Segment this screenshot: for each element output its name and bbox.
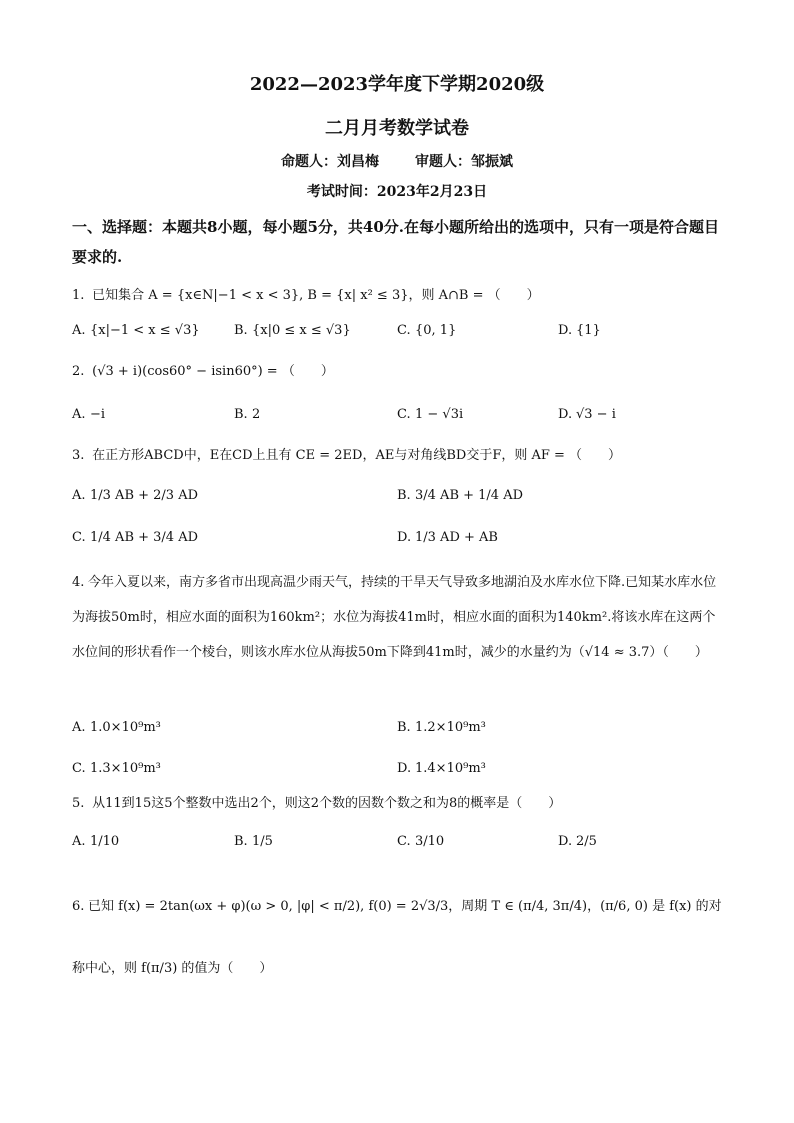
- q5-option-a: A. 1/10: [72, 834, 120, 849]
- question-3-text: 在正方形ABCD中，E在CD上且有 CE = 2ED，AE与对角线BD交于F，则 AF = （ ）: [92, 448, 622, 463]
- q1-option-d: D. {1}: [558, 323, 601, 338]
- question-3: 3. 在正方形ABCD中，E在CD上且有 CE = 2ED，AE与对角线BD交于F，则 AF = （ ）: [72, 448, 622, 463]
- q4-option-b: B. 1.2×10⁹m³: [397, 720, 486, 735]
- question-2-text: (√3 + i)(cos60° − isin60°) = （ ）: [92, 364, 334, 379]
- q3-option-a: A. 1/3 AB + 2/3 AD: [72, 488, 199, 503]
- question-4: 4. 今年入夏以来，南方多省市出现高温少雨天气，持续的干旱天气导致多地湖泊及水库水位下降.已知某水库水位为海拔50m时，相应水面的面积为160km²；水位为海拔41m时，相应水面的面积为140km².将该水库在这两个水位间的形状看作一个棱台，则该水库水位从海拔50m下降到41m时，减少的水量约为（√14 ≈ 3.7）（ ）: [72, 575, 717, 660]
- q5-option-c: C. 3/10: [397, 834, 445, 849]
- proposer: 命题人：刘昌梅: [281, 154, 379, 170]
- question-1-text: 已知集合 A = {x∈N|−1 < x < 3}, B = {x| x² ≤ 3}，则 A∩B = （ ）: [92, 288, 540, 303]
- question-4-text: 今年入夏以来，南方多省市出现高温少雨天气，持续的干旱天气导致多地湖泊及水库水位下降.已知某水库水位为海拔50m时，相应水面的面积为160km²；水位为海拔41m时，相应水面的面积为140km².将该水库在这两个水位间的形状看作一个棱台，则该水库水位从海拔50m下降到41m时，减少的水量约为（√14 ≈ 3.7）（ ）: [72, 575, 717, 660]
- question-6-text: 已知 f(x) = 2tan(ωx + φ)(ω > 0, |φ| < π/2), f(0) = 2√3/3，周期 T ∈ (π/4, 3π/4)，(π/6, 0) 是 f(x) 的对称中心，则 f(π/3) 的值为（ ）: [72, 899, 722, 976]
- q5-option-b: B. 1/5: [234, 834, 273, 849]
- section-title: 一、选择题：本题共8小题，每小题5分，共40分.在每小题所给出的选项中，只有一项是符合题目要求的.: [72, 218, 719, 266]
- q1-option-c: C. {0, 1}: [397, 323, 457, 338]
- q5-option-d: D. 2/5: [558, 834, 597, 849]
- q1-option-b: B. {x|0 ≤ x ≤ √3}: [234, 323, 351, 338]
- q4-option-d: D. 1.4×10⁹m³: [397, 761, 486, 776]
- exam-title: 2022—2023学年度下学期2020级: [249, 74, 545, 95]
- exam-authors: [0, 151, 794, 171]
- question-5: 5. 从11到15这5个整数中选出2个，则这2个数的因数个数之和为8的概率是（ ）: [72, 796, 562, 811]
- question-5-text: 从11到15这5个整数中选出2个，则这2个数的因数个数之和为8的概率是（ ）: [92, 796, 562, 811]
- q3-option-b: B. 3/4 AB + 1/4 AD: [397, 488, 524, 503]
- question-2: 2. (√3 + i)(cos60° − isin60°) = （ ）: [72, 364, 334, 379]
- q4-option-a: A. 1.0×10⁹m³: [72, 720, 161, 735]
- q3-option-d: D. 1/3 AD + AB: [397, 530, 498, 545]
- q2-option-c: C. 1 − √3i: [397, 407, 464, 422]
- q3-option-c: C. 1/4 AB + 3/4 AD: [72, 530, 199, 545]
- q4-option-c: C. 1.3×10⁹m³: [72, 761, 161, 776]
- q1-option-a: A. {x|−1 < x ≤ √3}: [72, 323, 200, 338]
- q2-option-d: D. √3 − i: [558, 407, 616, 422]
- question-1: 1. 已知集合 A = {x∈N|−1 < x < 3}, B = {x| x² ≤ 3}，则 A∩B = （ ）: [72, 288, 540, 303]
- question-6: 6. 已知 f(x) = 2tan(ωx + φ)(ω > 0, |φ| < π/2), f(0) = 2√3/3，周期 T ∈ (π/4, 3π/4)，(π/6, 0) 是 f(x) 的对称中心，则 f(π/3) 的值为（ ）: [72, 899, 722, 976]
- reviewer: 审题人：邹振斌: [415, 154, 513, 170]
- q2-option-a: A. −i: [72, 407, 106, 422]
- exam-time: 考试时间：2023年2月23日: [306, 184, 488, 200]
- q2-option-b: B. 2: [234, 407, 261, 422]
- exam-subtitle: 二月月考数学试卷: [325, 118, 469, 139]
